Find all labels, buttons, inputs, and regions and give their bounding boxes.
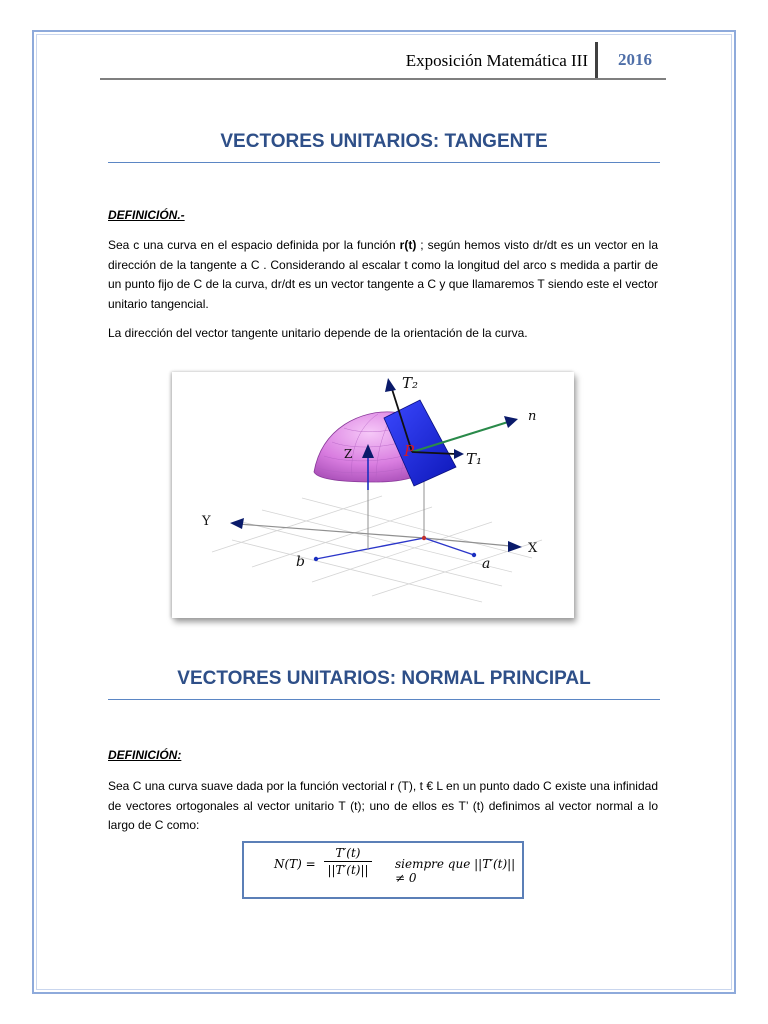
vector-n-arrow-icon [504,416,518,428]
label-p: P [404,442,415,460]
floor-grid [212,496,542,602]
paragraph-normal-definition: Sea C una curva suave dada por la función vectorial r (T), t € L en un punto dado C existe una infinidad de vectores ortogonales al vector unitario T (t); uno de ellos es T’ (t) definimos al vector normal a lo largo de C como: [108,779,658,832]
formula-lhs: N(T) = [274,857,316,871]
tangent-vector-figure [172,372,574,618]
x-axis-arrow-icon [508,541,522,552]
paragraph-tangent-orientation: La dirección del vector tangente unitario depende de la orientación de la curva. [108,326,528,340]
formula-denominator: ||T′(t)|| [327,863,369,877]
base-segment-b [316,538,424,559]
section-title-normal: VECTORES UNITARIOS: NORMAL PRINCIPAL [108,668,660,700]
y-axis [238,524,424,538]
definition-label-tangent: DEFINICIÓN.- [108,208,185,222]
label-a: a [482,556,491,572]
label-y: Y [202,514,211,529]
definition-label-normal: DEFINICIÓN: [108,748,182,762]
label-n: n [528,409,537,424]
paragraph-tangent-definition: Sea c una curva en el espacio definida por la función r(t) ; según hemos visto dr/dt es un vector en la dirección de la tangente a C . Considerando al escalar t como la longitud del arco s medida a partir de un punto fijo de C de la curva, dr/dt es un vector tangente a C y que llamaremos T siendo este el vector unitario tangencial. [108,238,658,311]
label-b: b [296,554,305,570]
section-title-tangent: VECTORES UNITARIOS: TANGENTE [108,131,660,163]
page-header [100,40,666,80]
header-title: Exposición Matemática III [405,51,588,70]
formula-numerator: T′(t) [324,846,372,862]
function-name: r(t) [399,238,417,252]
label-t1: T₁ [466,450,483,468]
tangent-diagram [172,372,574,618]
vector-t2-arrow-icon [385,378,396,392]
label-t2: T₂ [402,374,419,392]
normal-vector-formula [242,841,524,899]
formula-condition: siempre que ||T′(t)|| ≠ 0 [395,857,516,885]
formula-fraction [324,846,372,877]
label-x: X [528,541,538,556]
vector-t1-arrow-icon [454,449,464,459]
header-year: 2016 [618,50,652,69]
header-separator [595,42,598,78]
label-z: Z [344,447,353,461]
y-axis-arrow-icon [230,518,244,529]
